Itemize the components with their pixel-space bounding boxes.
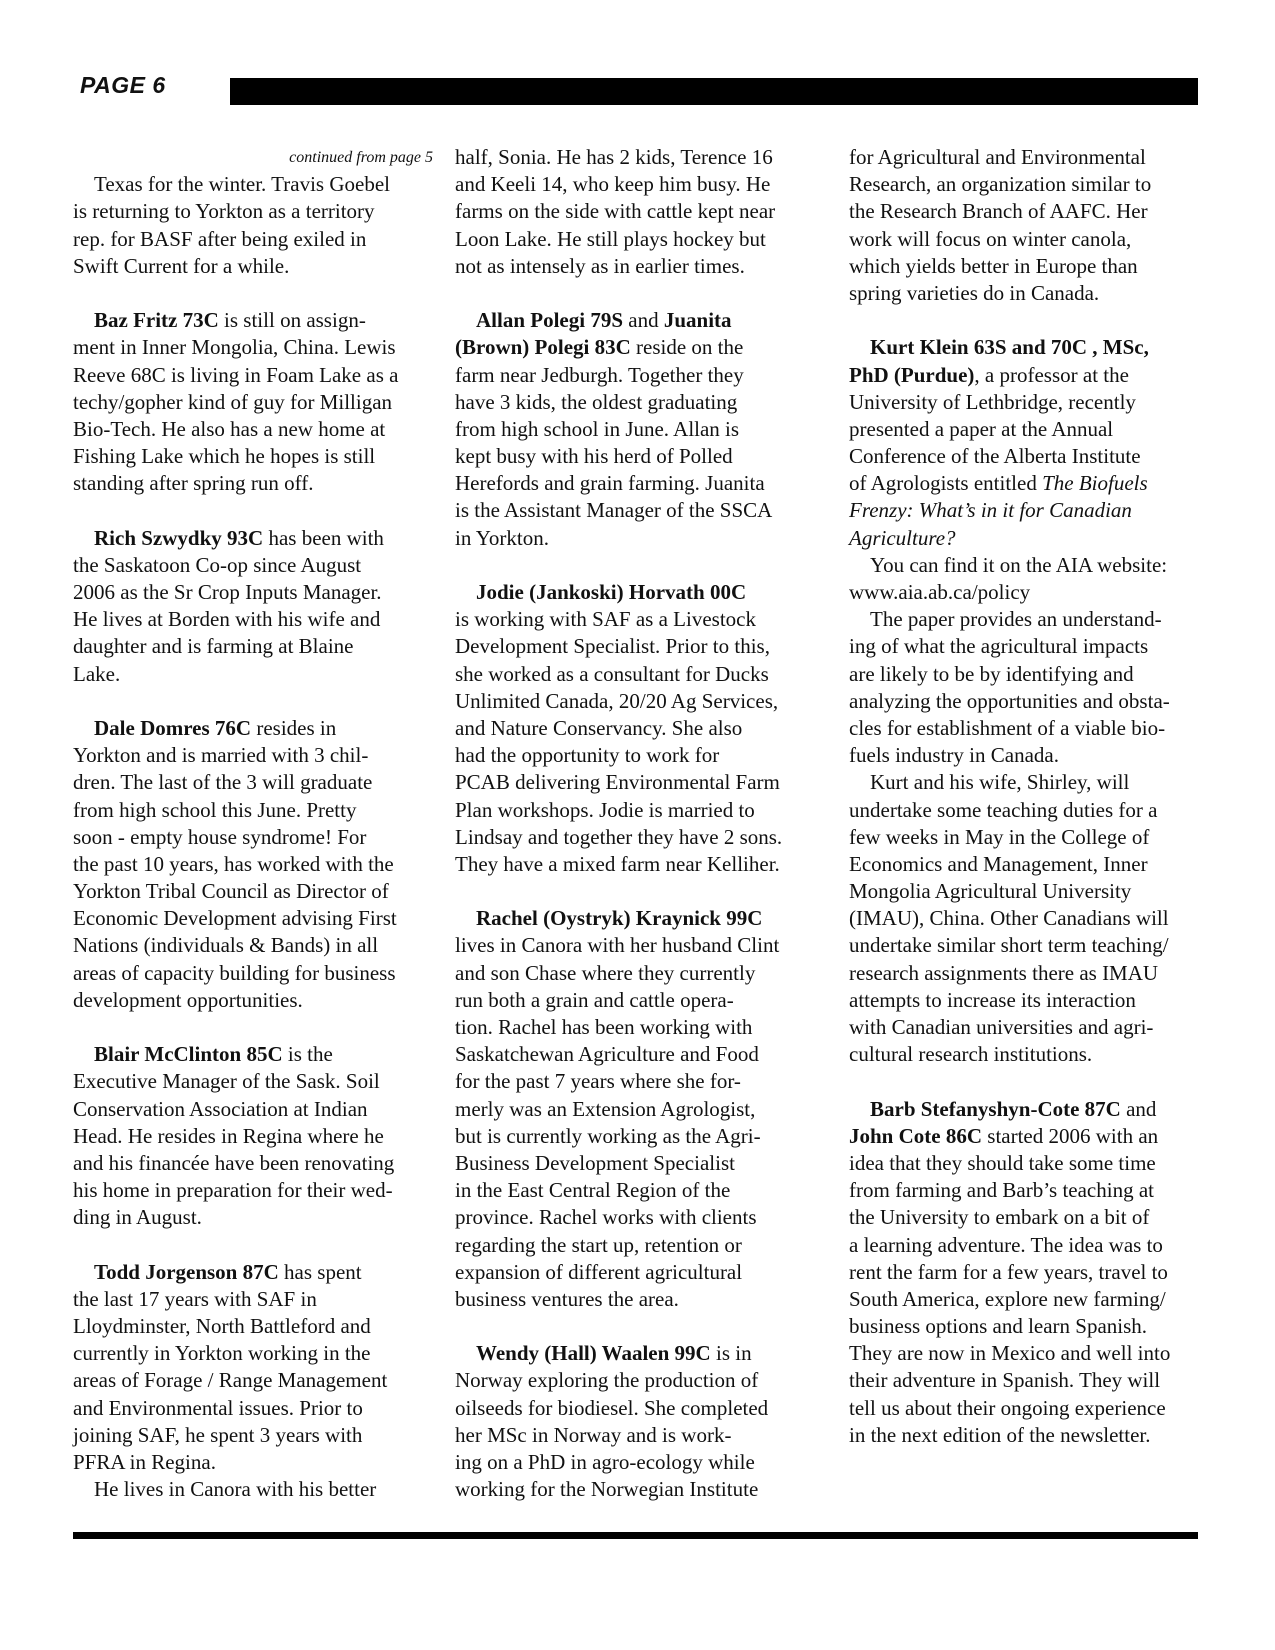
text-line: regarding the start up, retention or xyxy=(455,1232,742,1257)
text-line: ment in Inner Mongolia, China. Lewis xyxy=(73,335,396,360)
text-line: expansion of different agricultural xyxy=(455,1259,743,1284)
text-line: the Saskatoon Co-op since August xyxy=(73,552,362,577)
paragraph xyxy=(849,552,1209,606)
text-line: farms on the side with cattle kept near xyxy=(455,199,776,224)
text-line xyxy=(849,470,1209,497)
person-name: Baz Fritz 73C xyxy=(94,308,219,333)
text-line: fuels industry in Canada. xyxy=(849,743,1059,768)
text-line: their adventure in Spanish. They will xyxy=(849,1368,1161,1393)
text-line: Conservation Association at Indian xyxy=(73,1096,368,1121)
person-name: Allan Polegi 79S xyxy=(476,308,624,333)
text-line: the University to embark on a bit of xyxy=(849,1205,1150,1230)
text-line: Economic Development advising First xyxy=(73,906,397,931)
text-run: and xyxy=(623,308,664,333)
text-line: Herefords and grain farming. Juanita xyxy=(455,471,765,496)
text-run: started 2006 with an xyxy=(982,1123,1159,1148)
paper-title: The Biofuels xyxy=(1042,471,1148,496)
text-line: Norway exploring the production of xyxy=(455,1368,759,1393)
text-line: lives in Canora with her husband Clint xyxy=(455,933,780,958)
text-line: the Research Branch of AAFC. Her xyxy=(849,199,1148,224)
text-line: with Canadian universities and agri- xyxy=(849,1015,1154,1039)
paragraph xyxy=(455,307,815,552)
text-line: province. Rachel works with clients xyxy=(455,1205,757,1230)
text-line: in the East Central Region of the xyxy=(455,1178,731,1203)
text-line: Research, an organization similar to xyxy=(849,172,1152,197)
text-line xyxy=(73,1041,433,1068)
text-line: He lives in Canora with his better xyxy=(94,1477,377,1502)
text-line: Unlimited Canada, 20/20 Ag Services, xyxy=(455,688,779,713)
person-name: Blair McClinton 85C xyxy=(94,1042,283,1067)
text-run: has spent xyxy=(278,1259,362,1284)
text-line: business options and learn Spanish. xyxy=(849,1314,1148,1339)
paragraph xyxy=(849,606,1209,769)
text-line: farm near Jedburgh. Together they xyxy=(455,362,744,387)
text-line: South America, explore new farming/ xyxy=(849,1286,1166,1311)
text-run: is the xyxy=(282,1042,333,1067)
text-line: is working with SAF as a Livestock xyxy=(455,607,756,632)
text-run: of Agrologists entitled xyxy=(849,471,1043,496)
person-name: Dale Domres 76C xyxy=(94,715,252,740)
text-line: Economics and Management, Inner xyxy=(849,851,1148,876)
text-line: had the opportunity to work for xyxy=(455,743,720,768)
text-line: presented a paper at the Annual xyxy=(849,416,1114,441)
text-line: Lindsay and together they have 2 sons. xyxy=(455,824,783,849)
text-line: analyzing the opportunities and obsta- xyxy=(849,688,1170,713)
text-line xyxy=(455,1340,815,1367)
text-line: Development Specialist. Prior to this, xyxy=(455,634,770,659)
text-line: working for the Norwegian Institute xyxy=(455,1477,759,1502)
text-line: He lives at Borden with his wife and xyxy=(73,607,381,632)
text-line: areas of Forage / Range Management xyxy=(73,1368,388,1393)
paragraph xyxy=(73,525,433,688)
paragraph xyxy=(73,307,433,497)
text-line xyxy=(849,1096,1209,1123)
text-run: resides in xyxy=(251,715,337,740)
paragraph xyxy=(73,1476,433,1503)
text-line: daughter and is farming at Blaine xyxy=(73,634,354,659)
text-line: dren. The last of the 3 will graduate xyxy=(73,770,373,795)
text-line: cultural research institutions. xyxy=(849,1042,1093,1067)
paragraph xyxy=(849,769,1209,1068)
text-line xyxy=(455,334,815,361)
text-line: attempts to increase its interaction xyxy=(849,987,1136,1012)
text-line: a learning adventure. The idea was to xyxy=(849,1232,1163,1257)
text-line: is returning to Yorkton as a territory xyxy=(73,199,375,224)
text-line: and son Chase where they currently xyxy=(455,960,756,985)
text-line: idea that they should take some time xyxy=(849,1150,1156,1175)
text-line: not as intensely as in earlier times. xyxy=(455,253,745,278)
paragraph xyxy=(73,1259,433,1477)
text-line: in the next edition of the newsletter. xyxy=(849,1422,1151,1447)
text-line: They have a mixed farm near Kelliher. xyxy=(455,851,780,876)
paragraph xyxy=(455,144,815,280)
text-line: They are now in Mexico and well into xyxy=(849,1341,1171,1366)
text-line: Executive Manager of the Sask. Soil xyxy=(73,1069,380,1094)
text-line: PFRA in Regina. xyxy=(73,1450,216,1474)
text-line: Business Development Specialist xyxy=(455,1150,735,1175)
text-line: from high school this June. Pretty xyxy=(73,797,357,822)
text-line: merly was an Extension Agrologist, xyxy=(455,1096,756,1121)
footer-rule xyxy=(73,1532,1198,1539)
text-line: Mongolia Agricultural University xyxy=(849,879,1132,904)
text-line xyxy=(455,307,815,334)
text-line: Reeve 68C is living in Foam Lake as a xyxy=(73,362,399,387)
text-line: and Environmental issues. Prior to xyxy=(73,1395,363,1420)
text-line: have 3 kids, the oldest graduating xyxy=(455,389,738,414)
text-line: ing on a PhD in agro-ecology while xyxy=(455,1450,755,1474)
text-line: the past 10 years, has worked with the xyxy=(73,851,394,876)
text-line: oilseeds for biodiesel. She completed xyxy=(455,1395,769,1420)
text-line: standing after spring run off. xyxy=(73,471,314,496)
text-line: from high school in June. Allan is xyxy=(455,416,740,441)
text-line: Bio-Tech. He also has a new home at xyxy=(73,416,386,441)
text-line: University of Lethbridge, recently xyxy=(849,389,1136,414)
text-run: reside on the xyxy=(630,335,744,360)
text-line: currently in Yorkton working in the xyxy=(73,1341,371,1366)
text-line: undertake some teaching duties for a xyxy=(849,797,1158,822)
text-line: ing of what the agricultural impacts xyxy=(849,634,1149,659)
text-line: PCAB delivering Environmental Farm xyxy=(455,770,780,795)
text-line: soon - empty house syndrome! For xyxy=(73,824,367,849)
text-line: areas of capacity building for business xyxy=(73,960,396,985)
text-line: is the Assistant Manager of the SSCA xyxy=(455,498,773,523)
text-line: Kurt and his wife, Shirley, will xyxy=(870,770,1130,795)
text-line: ding in August. xyxy=(73,1205,202,1230)
text-line: Lloydminster, North Battleford and xyxy=(73,1314,371,1339)
text-line: Saskatchewan Agriculture and Food xyxy=(455,1042,759,1067)
text-line: cles for establishment of a viable bio- xyxy=(849,715,1166,740)
text-line: but is currently working as the Agri- xyxy=(455,1123,761,1148)
paragraph xyxy=(455,1340,815,1503)
text-line: Yorkton and is married with 3 chil- xyxy=(73,743,369,768)
text-line: business ventures the area. xyxy=(455,1286,679,1311)
person-name: Rich Szwydky 93C xyxy=(94,525,264,550)
text-line: techy/gopher kind of guy for Milligan xyxy=(73,389,393,414)
text-line: half, Sonia. He has 2 kids, Terence 16 xyxy=(455,145,773,169)
text-line xyxy=(73,525,433,552)
text-line: and his financée have been renovating xyxy=(73,1150,395,1175)
text-line: Yorkton Tribal Council as Director of xyxy=(73,879,389,904)
person-name: Todd Jorgenson 87C xyxy=(94,1259,279,1284)
text-run: and xyxy=(1120,1096,1157,1121)
person-name: John Cote 86C xyxy=(849,1123,983,1148)
text-line: 2006 as the Sr Crop Inputs Manager. xyxy=(73,580,382,604)
column-1 xyxy=(73,144,433,1503)
person-name: (Brown) Polegi 83C xyxy=(455,335,631,360)
text-line: rep. for BASF after being exiled in xyxy=(73,226,367,251)
text-line: rent the farm for a few years, travel to xyxy=(849,1259,1168,1284)
text-line xyxy=(849,362,1209,389)
paragraph xyxy=(73,1041,433,1231)
text-line xyxy=(73,715,433,742)
text-line: the last 17 years with SAF in xyxy=(73,1286,317,1311)
text-line: for the past 7 years where she for- xyxy=(455,1069,741,1094)
text-line: few weeks in May in the College of xyxy=(849,824,1150,849)
text-line: tion. Rachel has been working with xyxy=(455,1015,753,1039)
column-2 xyxy=(455,144,815,1503)
text-run: is still on assign- xyxy=(218,308,366,333)
text-line: are likely to be by identifying and xyxy=(849,661,1134,686)
text-line: Texas for the winter. Travis Goebel xyxy=(94,172,390,197)
paragraph xyxy=(849,334,1209,552)
paragraph xyxy=(849,1096,1209,1449)
text-line: and Keeli 14, who keep him busy. He xyxy=(455,172,771,197)
text-line: joining SAF, he spent 3 years with xyxy=(73,1422,363,1447)
text-line: undertake similar short term teaching/ xyxy=(849,933,1169,958)
text-line: research assignments there as IMAU xyxy=(849,960,1159,985)
text-line: from farming and Barb’s teaching at xyxy=(849,1178,1154,1203)
page-number: PAGE 6 xyxy=(80,72,166,98)
paragraph xyxy=(73,715,433,1014)
paragraph xyxy=(455,579,815,878)
text-run: , a professor at the xyxy=(974,362,1129,387)
text-line: in Yorkton. xyxy=(455,525,549,550)
paragraph xyxy=(455,905,815,1313)
text-line: Swift Current for a while. xyxy=(73,253,290,278)
text-line: her MSc in Norway and is work- xyxy=(455,1422,732,1447)
text-line: Nations (individuals & Bands) in all xyxy=(73,933,379,958)
text-run: has been with xyxy=(263,525,384,550)
column-3 xyxy=(849,144,1209,1449)
person-name: Wendy (Hall) Waalen 99C xyxy=(476,1341,711,1366)
continued-note: continued from page 5 xyxy=(289,149,433,166)
text-line: (IMAU), China. Other Canadians will xyxy=(849,906,1169,931)
text-line: which yields better in Europe than xyxy=(849,253,1138,278)
text-line xyxy=(849,1123,1209,1150)
text-line: spring varieties do in Canada. xyxy=(849,280,1100,305)
person-name: PhD (Purdue) xyxy=(849,362,975,387)
text-run: is in xyxy=(710,1341,752,1366)
person-name: Rachel (Oystryk) Kraynick 99C xyxy=(476,906,763,931)
text-line: kept busy with his herd of Polled xyxy=(455,444,733,469)
text-line: Fishing Lake which he hopes is still xyxy=(73,444,376,469)
text-line: work will focus on winter canola, xyxy=(849,226,1132,251)
paragraph xyxy=(849,144,1209,307)
text-line xyxy=(73,1259,433,1286)
text-line: Lake. xyxy=(73,661,121,686)
text-line: she worked as a consultant for Ducks xyxy=(455,661,769,686)
text-line: and Nature Conservancy. She also xyxy=(455,715,743,740)
paragraph xyxy=(73,171,433,280)
text-line: his home in preparation for their wed- xyxy=(73,1178,393,1203)
text-line: Conference of the Alberta Institute xyxy=(849,444,1141,469)
text-line: run both a grain and cattle opera- xyxy=(455,987,734,1012)
text-line xyxy=(73,307,433,334)
text-line: development opportunities. xyxy=(73,987,303,1012)
text-line: The paper provides an understand- xyxy=(870,607,1162,632)
person-name: Kurt Klein 63S and 70C , MSc, xyxy=(870,335,1149,360)
person-name: Juanita xyxy=(663,308,732,333)
person-name: Barb Stefanyshyn-Cote 87C xyxy=(870,1096,1121,1121)
paper-title: Frenzy: What’s in it for Canadian xyxy=(849,498,1132,523)
header-bar xyxy=(230,78,1198,105)
text-line: Loon Lake. He still plays hockey but xyxy=(455,226,766,251)
text-line: for Agricultural and Environmental xyxy=(849,145,1146,169)
text-line: Plan workshops. Jodie is married to xyxy=(455,797,755,822)
text-line: tell us about their ongoing experience xyxy=(849,1395,1166,1420)
text-line: Head. He resides in Regina where he xyxy=(73,1123,384,1148)
website-url: www.aia.ab.ca/policy xyxy=(849,580,1031,604)
person-name: Jodie (Jankoski) Horvath 00C xyxy=(476,580,747,604)
paper-title: Agriculture? xyxy=(849,525,956,550)
text-line: You can find it on the AIA website: xyxy=(870,552,1168,577)
